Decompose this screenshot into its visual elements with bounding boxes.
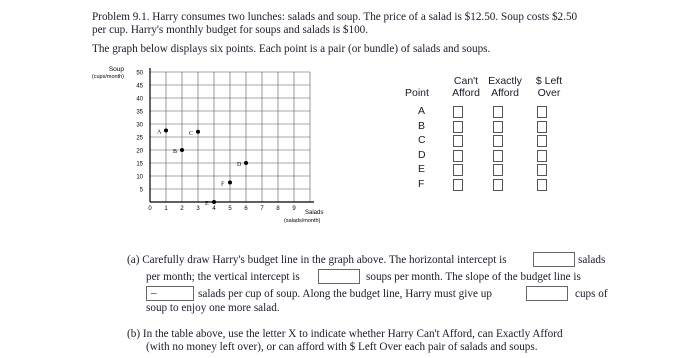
header-cant-2: Afford [452,87,480,99]
exactly-afford-checkbox[interactable] [493,121,503,133]
left-over-checkbox[interactable] [537,135,547,147]
x-tick-label: 9 [292,206,296,212]
cant-afford-checkbox[interactable] [453,135,463,147]
problem-line-1: Problem 9.1. Harry consumes two lunches: salads and soup. The price of a salad is $12.50. Soup costs $2.50 [92,11,578,23]
cant-afford-checkbox[interactable] [453,106,463,118]
left-over-checkbox[interactable] [537,121,547,133]
header-exactly-2: Afford [491,87,519,99]
header-point: Point [405,87,429,99]
part-a-line-4: soup to enjoy one more salad. [146,302,280,314]
x-axis-title: Salads [305,210,324,216]
point-c [196,130,200,134]
point-label-f: F [221,181,225,188]
x-tick-label: 4 [212,206,216,212]
exactly-afford-checkbox[interactable] [493,106,503,118]
budget-graph[interactable] [80,62,400,232]
x-tick-label: 8 [276,206,280,212]
y-axis-subtitle: (cups/month) [91,74,124,80]
vertical-intercept-input[interactable] [318,269,360,284]
problem-line-2: per cup. Harry's monthly budget for soups and salads is $100. [92,24,369,36]
problem-line-3: The graph below displays six points. Each point is a pair (or bundle) of salads and soups. [92,43,491,55]
x-tick-label: 7 [260,206,264,212]
slope-minus-sign: – [151,287,157,299]
table-row-label: B [418,119,426,132]
cant-afford-checkbox[interactable] [453,150,463,162]
point-e [212,200,216,204]
y-tick-label: 15 [136,161,143,168]
exactly-afford-checkbox[interactable] [493,164,503,176]
point-a [164,129,168,133]
y-tick-label: 20 [136,148,143,155]
y-tick-label: 10 [136,174,143,181]
part-a-line-3: salads per cup of soup. Along the budget line, Harry must give up [198,288,492,300]
left-over-checkbox[interactable] [537,150,547,162]
left-over-checkbox[interactable] [537,179,547,191]
point-label-e: E [205,201,209,207]
x-tick-label: 2 [180,206,184,212]
table-row-label: F [418,177,425,190]
graph-axes [150,68,314,202]
part-a-line-2-rest: soups per month. The slope of the budget line is [366,271,581,283]
y-tick-label: 45 [136,83,143,90]
y-axis-title: Soup [108,66,124,73]
cant-afford-checkbox[interactable] [453,179,463,191]
table-row-label: C [418,134,426,146]
horizontal-intercept-input[interactable] [533,252,575,267]
table-row-label: A [418,105,426,117]
point-label-d: D [237,162,242,168]
part-b-line-2: (with no money left over), or can afford with $ Left Over each pair of salads and soups. [146,341,538,353]
x-tick-label: 0 [148,206,152,212]
header-exactly-1: Exactly [488,75,522,87]
y-tick-label: 25 [136,135,143,142]
left-over-checkbox[interactable] [537,164,547,176]
x-tick-label: 1 [164,206,168,212]
slope-input[interactable] [146,286,194,301]
part-a-line-3-rest: cups of [575,288,608,300]
exactly-afford-checkbox[interactable] [493,150,503,162]
point-b [180,148,184,152]
point-d [244,161,248,165]
data-points [157,129,248,208]
point-label-a: A [157,129,162,136]
y-tick-label: 5 [139,187,143,194]
table-row-label: D [418,148,426,161]
give-up-cups-input[interactable] [526,286,568,301]
y-tick-label: 35 [136,109,143,116]
header-left-2: Over [537,87,561,99]
part-a-line-1: (a) Carefully draw Harry's budget line in the graph above. The horizontal intercept is [127,254,507,266]
header-left-1: $ Left [535,75,563,87]
x-tick-label: 6 [244,206,248,212]
x-tick-label: 3 [196,206,200,212]
part-a-line-2: per month; the vertical intercept is [146,271,300,283]
y-tick-labels [136,71,143,194]
point-label-c: C [189,130,194,137]
part-b-line-1: (b) In the table above, use the letter X to indicate whether Harry Can't Afford, can Exactly Afford [127,328,563,340]
point-f [228,181,232,185]
cant-afford-checkbox[interactable] [453,121,463,133]
part-a-line-1-unit: salads [578,254,606,266]
table-row-label: E [418,163,426,175]
header-cant-1: Can't [453,75,479,87]
exactly-afford-checkbox[interactable] [493,135,503,147]
x-axis-subtitle: (salads/month) [284,218,321,224]
cant-afford-checkbox[interactable] [453,164,463,176]
y-tick-label: 50 [136,70,143,77]
exactly-afford-checkbox[interactable] [493,179,503,191]
left-over-checkbox[interactable] [537,106,547,118]
y-tick-label: 30 [136,122,143,129]
y-tick-label: 40 [136,96,143,103]
x-tick-label: 5 [228,206,232,212]
x-tick-labels [148,206,296,212]
point-label-b: B [173,149,178,155]
